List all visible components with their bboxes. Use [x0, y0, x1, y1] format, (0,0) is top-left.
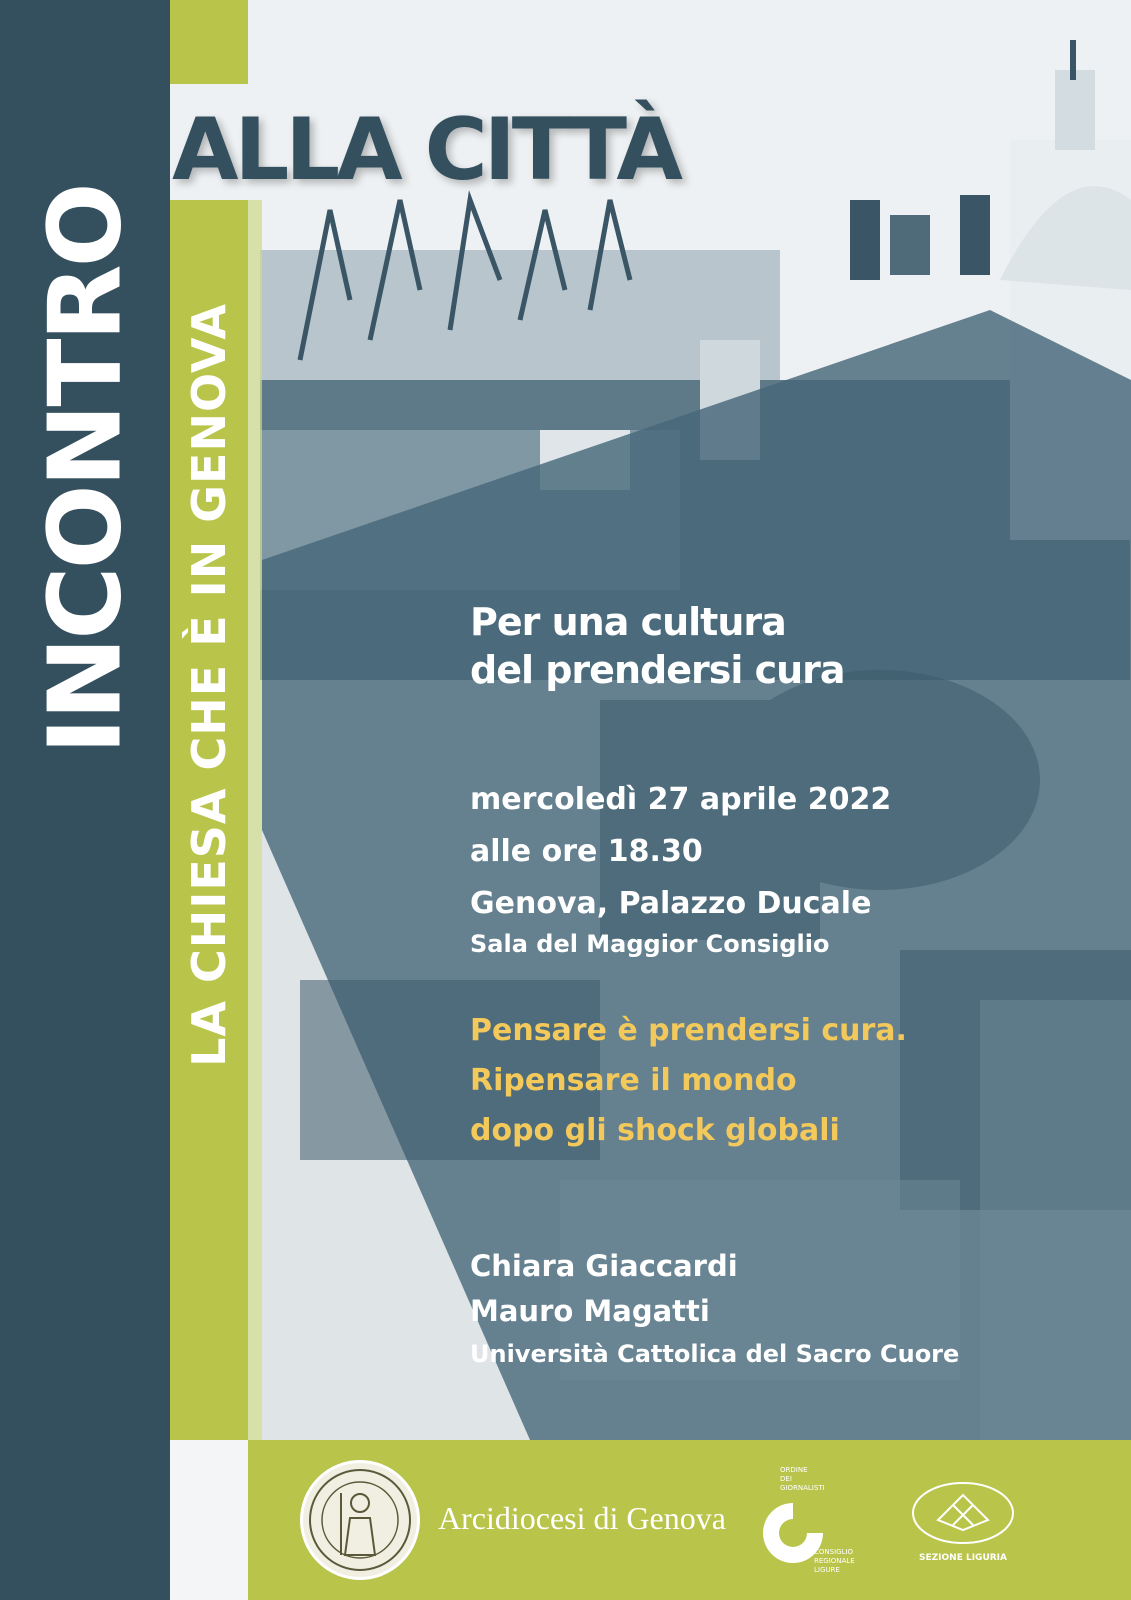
theme-line-2: Ripensare il mondo — [470, 1063, 797, 1098]
consiglio-line-3: LIGURE — [814, 1566, 840, 1574]
event-room: Sala del Maggior Consiglio — [470, 930, 830, 958]
ordine-giornalisti-logo — [758, 1458, 868, 1582]
ordine-line-3: GIORNALISTI — [780, 1484, 825, 1492]
saint-seal-icon — [303, 1463, 417, 1577]
consiglio-line-1: CONSIGLIO — [814, 1548, 854, 1556]
organizer-name: Arcidiocesi di Genova — [438, 1500, 726, 1536]
event-time: alle ore 18.30 — [470, 834, 703, 869]
theme-line-1: Pensare è prendersi cura. — [470, 1013, 907, 1048]
speaker-affiliation: Università Cattolica del Sacro Cuore — [470, 1340, 960, 1368]
subtitle-vertical-block — [170, 200, 248, 1170]
green-top-band — [170, 0, 248, 84]
event-venue: Genova, Palazzo Ducale — [470, 886, 872, 921]
ordine-line-1: ORDINE — [780, 1466, 808, 1474]
speaker-2: Mauro Magatti — [470, 1294, 710, 1328]
headline-line-2: del prendersi cura — [470, 648, 845, 692]
title-vertical-block — [0, 0, 170, 755]
theme-block — [470, 1006, 1110, 1156]
archdiocese-seal-logo — [300, 1460, 420, 1580]
event-details — [470, 598, 1110, 1374]
ordine-line-2: DEI — [780, 1475, 792, 1483]
title-horizontal: ALLA CITTÀ — [172, 100, 679, 200]
consiglio-line-2: REGIONALE — [814, 1557, 855, 1565]
footer-band — [248, 1440, 1131, 1600]
ucsi-emblem-icon — [908, 1475, 1018, 1551]
headline — [470, 598, 1110, 694]
speaker-1: Chiara Giaccardi — [470, 1249, 738, 1283]
ucsi-liguria-logo — [908, 1475, 1018, 1575]
title-vertical: INCONTRO — [26, 185, 144, 755]
headline-line-1: Per una cultura — [470, 600, 786, 644]
event-date: mercoledì 27 aprile 2022 — [470, 782, 892, 817]
date-venue-block — [470, 774, 1110, 964]
speakers-block — [470, 1244, 1110, 1374]
subtitle-vertical: LA CHIESA CHE È IN GENOVA — [182, 303, 236, 1067]
ucsi-label: SEZIONE LIGURIA — [919, 1553, 1007, 1563]
green-band-shadow — [248, 200, 262, 1440]
theme-line-3: dopo gli shock globali — [470, 1113, 840, 1148]
